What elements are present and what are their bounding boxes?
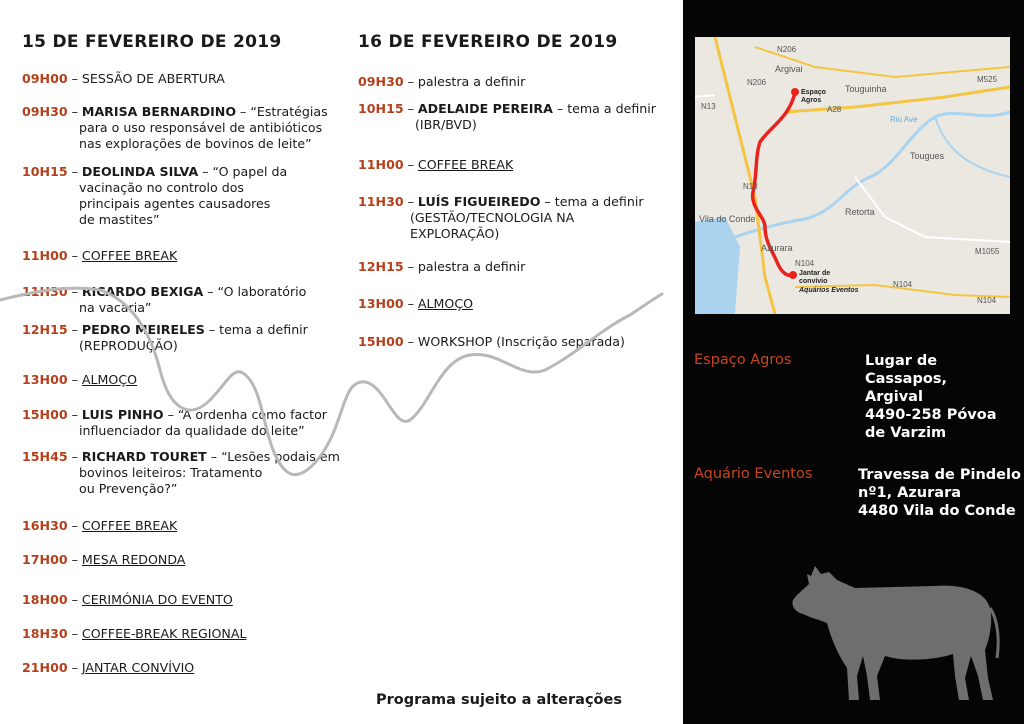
speaker-name: PEDRO MEIRELES (81, 322, 205, 337)
dash: – (67, 248, 82, 263)
agenda-item (22, 407, 327, 439)
map-label: Jantar de (799, 270, 831, 277)
dash: – (67, 372, 82, 387)
map-label: N13 (743, 182, 758, 191)
address-line: Argival (865, 389, 923, 405)
dash: – (67, 407, 82, 422)
talk-title-line: (REPRODUÇÃO) (79, 338, 178, 353)
talk-title: tema a definir (554, 194, 644, 209)
dash: – (67, 164, 82, 179)
item-time: 21H00 (22, 660, 68, 675)
dash: – (403, 101, 418, 116)
item-time: 13H00 (358, 296, 404, 311)
dash: – (67, 552, 82, 567)
dash: – (236, 104, 251, 119)
agenda-item (22, 284, 306, 316)
talk-title: “Lesões podais em (221, 449, 340, 464)
talk-title: tema a definir (567, 101, 656, 116)
dash: – (403, 259, 418, 274)
speaker-name: LUIS PINHO (81, 407, 164, 422)
talk-title-line: para o uso responsável de antibióticos (79, 120, 323, 135)
item-time: 09H00 (22, 71, 68, 86)
speaker-name: RICHARD TOURET (81, 449, 207, 464)
item-text: palestra a definir (417, 259, 526, 274)
speaker-name: RICARDO BEXIGA (81, 284, 204, 299)
footer-note: Programa sujeito a alterações (376, 692, 622, 708)
talk-title: “O papel da (212, 164, 288, 179)
item-time: 11H00 (22, 248, 68, 263)
speaker-name: LUÍS FIGUEIREDO (417, 194, 541, 209)
dash: – (403, 334, 418, 349)
talk-title-line: vacinação no controlo dos (79, 180, 244, 195)
talk-title-line: principais agentes causadores (79, 196, 271, 211)
item-time: 09H30 (358, 74, 404, 89)
agenda-item (358, 194, 644, 242)
map-label: N206 (747, 78, 767, 87)
dash: – (67, 104, 82, 119)
speaker-name: MARISA BERNARDINO (81, 104, 237, 119)
agenda-item (22, 322, 308, 354)
map-label: Touguinha (845, 84, 887, 94)
item-text: ALMOÇO (417, 296, 474, 311)
item-text: COFFEE-BREAK REGIONAL (81, 626, 247, 641)
venue-address (858, 466, 1021, 520)
agenda-item (22, 372, 137, 388)
agenda-item (358, 296, 473, 312)
dash: – (403, 296, 418, 311)
address-line: de Varzim (865, 425, 947, 441)
speaker-name: ADELAIDE PEREIRA (417, 101, 553, 116)
dash: – (67, 592, 82, 607)
item-time: 11H00 (358, 157, 404, 172)
item-time: 09H30 (22, 104, 68, 119)
agenda-item (22, 164, 287, 228)
item-time: 13H00 (22, 372, 68, 387)
day2-title: 16 DE FEVEREIRO DE 2019 (358, 32, 618, 52)
speaker-name: DEOLINDA SILVA (81, 164, 199, 179)
item-time: 17H00 (22, 552, 68, 567)
item-time: 15H45 (22, 449, 68, 464)
dash: – (67, 284, 82, 299)
item-text: ALMOÇO (81, 372, 138, 387)
dash: – (67, 322, 82, 337)
agenda-item (358, 334, 625, 350)
agenda-item (22, 518, 177, 534)
agenda-item (358, 101, 656, 133)
item-text: COFFEE BREAK (81, 518, 178, 533)
map-label: Tougues (910, 151, 945, 161)
talk-title-line: influenciador da qualidade do leite” (79, 423, 305, 438)
talk-title-line: nas explorações de bovinos de leite” (79, 136, 312, 151)
map-label: M1055 (975, 247, 1000, 256)
venue-name: Espaço Agros (694, 352, 792, 368)
agenda-item (22, 449, 340, 497)
item-text: SESSÃO DE ABERTURA (81, 71, 225, 86)
map-label: A28 (827, 105, 842, 114)
talk-title-line: (IBR/BVD) (415, 117, 477, 132)
dash: – (163, 407, 178, 422)
address-line: nº1, Azurara (858, 485, 962, 501)
map-label: N104 (893, 280, 913, 289)
agenda-item (358, 157, 513, 173)
dash: – (198, 164, 213, 179)
map-label: Vila do Conde (699, 214, 756, 224)
dash: – (540, 194, 555, 209)
item-time: 18H00 (22, 592, 68, 607)
dash: – (67, 626, 82, 641)
item-text: WORKSHOP (Inscrição separada) (417, 334, 625, 349)
cow-icon (785, 558, 1005, 708)
item-text: MESA REDONDA (81, 552, 186, 567)
agenda-item (22, 71, 225, 87)
talk-title-line: de mastites” (79, 212, 160, 227)
item-time: 10H15 (358, 101, 404, 116)
venue-address (865, 352, 1024, 442)
map-label: Rio Ave (890, 115, 918, 124)
agenda-item (358, 259, 525, 275)
dash: – (67, 449, 82, 464)
item-time: 16H30 (22, 518, 68, 533)
item-text: COFFEE BREAK (417, 157, 514, 172)
agenda-item (22, 626, 246, 642)
location-map[interactable] (695, 37, 1010, 314)
agenda-item (22, 592, 233, 608)
item-time: 10H15 (22, 164, 68, 179)
address-line: Lugar de Cassapos, (865, 353, 947, 387)
map-label: Azurara (761, 243, 793, 253)
map-label: N104 (795, 259, 815, 268)
dash: – (403, 194, 418, 209)
map-label: N206 (777, 45, 797, 54)
map-label: Retorta (845, 207, 875, 217)
address-line: 4480 Vila do Conde (858, 503, 1016, 519)
map-label: Argivai (775, 64, 803, 74)
agenda-item (358, 74, 525, 90)
item-time: 11H30 (22, 284, 68, 299)
dash: – (204, 322, 220, 337)
day1-title: 15 DE FEVEREIRO DE 2019 (22, 32, 282, 52)
item-time: 11H30 (358, 194, 404, 209)
talk-title-line: ou Prevenção?” (79, 481, 178, 496)
dash: – (552, 101, 568, 116)
dash: – (203, 284, 218, 299)
map-label: convívio (799, 278, 828, 285)
talk-title: tema a definir (219, 322, 308, 337)
dash: – (67, 518, 82, 533)
item-time: 12H15 (358, 259, 404, 274)
pin-icon (791, 88, 799, 96)
dash: – (206, 449, 222, 464)
talk-title: “O laboratório (217, 284, 307, 299)
talk-title-line: EXPLORAÇÃO) (410, 226, 500, 241)
item-time: 18H30 (22, 626, 68, 641)
pin-icon (789, 271, 797, 279)
map-label: Espaço (801, 89, 826, 96)
map-label: Aquários Eventos (799, 287, 859, 294)
map-label: N104 (977, 296, 997, 305)
venue-name: Aquário Eventos (694, 466, 813, 482)
address-line: Travessa de Pindelo (858, 467, 1021, 483)
talk-title-line: (GESTÃO/TECNOLOGIA NA (410, 210, 575, 225)
agenda-item (22, 660, 194, 676)
item-text: palestra a definir (417, 74, 526, 89)
agenda-item (22, 104, 328, 152)
map-label: N13 (701, 102, 716, 111)
address-line: 4490-258 Póvoa (865, 407, 997, 423)
map-label: M525 (977, 75, 998, 84)
agenda-item (22, 248, 177, 264)
item-text: COFFEE BREAK (81, 248, 178, 263)
item-time: 15H00 (358, 334, 404, 349)
talk-title: “Estratégias (250, 104, 328, 119)
dash: – (403, 74, 418, 89)
talk-title-line: bovinos leiteiros: Tratamento (79, 465, 263, 480)
talk-title-line: na vacaria” (79, 300, 152, 315)
dash: – (67, 71, 82, 86)
agenda-item (22, 552, 185, 568)
item-text: JANTAR CONVÍVIO (81, 660, 195, 675)
item-time: 15H00 (22, 407, 68, 422)
dash: – (67, 660, 82, 675)
map-label: Agros (801, 97, 822, 104)
dash: – (403, 157, 418, 172)
talk-title: “A ordenha como factor (177, 407, 327, 422)
item-time: 12H15 (22, 322, 68, 337)
item-text: CERIMÓNIA DO EVENTO (81, 592, 233, 607)
map-graphic (695, 37, 1010, 314)
